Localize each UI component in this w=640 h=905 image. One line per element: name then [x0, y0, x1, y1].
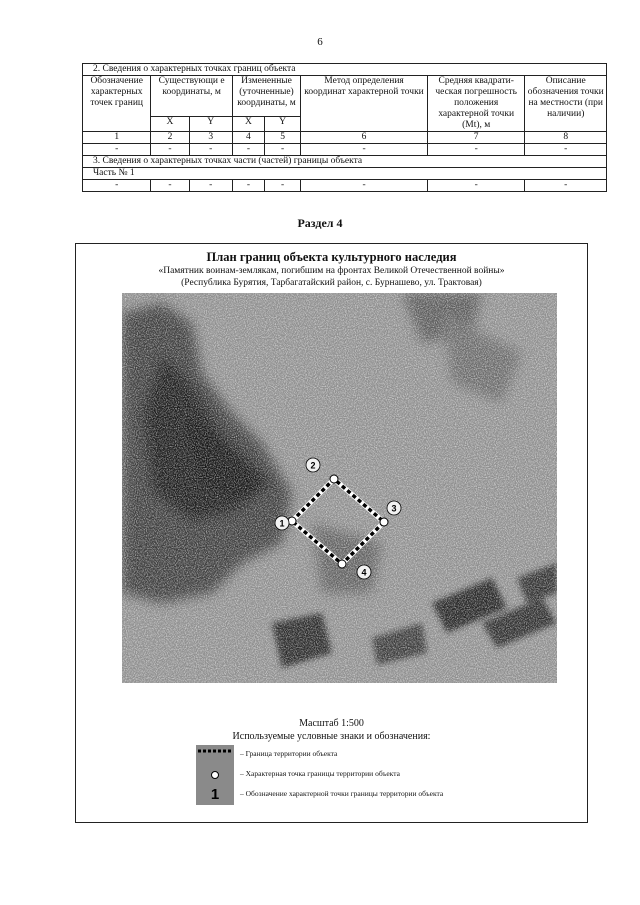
- table-cell: -: [189, 144, 232, 156]
- header-y: Y: [264, 117, 300, 132]
- legend-text: – Обозначение характерной точки границы территории объекта: [240, 789, 444, 798]
- plan-frame: [75, 243, 588, 823]
- points-table: [82, 63, 607, 192]
- table-cell: 4: [232, 132, 264, 144]
- table-cell: -: [264, 144, 300, 156]
- table-cell: -: [525, 144, 607, 156]
- table-cell: -: [151, 180, 189, 192]
- table-section-row: [83, 156, 607, 168]
- table-cell: 7: [427, 132, 525, 144]
- table-cell: -: [232, 180, 264, 192]
- table-cell: -: [525, 180, 607, 192]
- header-error: Средняя квадрати-ческая погрешность положения характерной точки (Mt), м: [427, 76, 525, 132]
- table-cell: -: [427, 144, 525, 156]
- table-cell: -: [189, 180, 232, 192]
- map-scale: Масштаб 1:500: [299, 718, 364, 729]
- header-y: Y: [189, 117, 232, 132]
- table-cell: -: [301, 180, 428, 192]
- table-row: [83, 180, 607, 192]
- table-cell: 2: [151, 132, 189, 144]
- point-number-symbol: 1: [210, 786, 220, 803]
- table-cell: -: [301, 144, 428, 156]
- legend-title: Используемые условные знаки и обозначения:: [232, 731, 431, 742]
- header-method: Метод определения координат характерной точки: [301, 76, 428, 132]
- legend-text: – Граница территории объекта: [240, 749, 338, 758]
- header-changed-coords: Измененные (уточненные) координаты, м: [232, 76, 300, 117]
- table-cell: -: [264, 180, 300, 192]
- point-label-1: 1: [279, 518, 285, 529]
- table-row: [83, 144, 607, 156]
- header-existing-coords: Существующи е координаты, м: [151, 76, 232, 117]
- point-label-2: 2: [310, 460, 316, 471]
- plan-location: (Республика Бурятия, Тарбагатайский район, с. Бурнашево, ул. Трактовая): [181, 278, 482, 288]
- point-number-icon: [196, 785, 234, 805]
- table-cell: -: [427, 180, 525, 192]
- legend-item-boundary: [196, 745, 576, 765]
- table-header-row: [83, 76, 607, 117]
- table-cell: -: [83, 180, 151, 192]
- table-cell: 5: [264, 132, 300, 144]
- table-cell: -: [151, 144, 189, 156]
- dotted-boundary-icon: [196, 745, 234, 765]
- point-label-4: 4: [361, 567, 367, 578]
- legend-item-point-number: [196, 785, 576, 805]
- plan-subtitle: «Памятник воинам-землякам, погибшим на фронтах Великой Отечественной войны»: [158, 266, 505, 276]
- aerial-map: [122, 293, 557, 683]
- header-description: Описание обозначения точки на местности (при наличии): [525, 76, 607, 132]
- part-label: Часть № 1: [83, 168, 607, 180]
- page-number: 6: [317, 36, 323, 48]
- table-cell: 1: [83, 132, 151, 144]
- table-number-row: [83, 132, 607, 144]
- table-cell: -: [83, 144, 151, 156]
- table-cell: 8: [525, 132, 607, 144]
- plan-title: План границ объекта культурного наследия: [206, 250, 457, 264]
- table-cell: 3: [189, 132, 232, 144]
- section2-title: 2. Сведения о характерных точках границ объекта: [83, 64, 607, 76]
- header-x: X: [151, 117, 189, 132]
- header-designation: Обозначение характерных точек границ: [83, 76, 151, 132]
- header-x: X: [232, 117, 264, 132]
- point-marker-icon: [196, 765, 234, 785]
- section3-title: 3. Сведения о характерных точках части (частей) границы объекта: [83, 156, 607, 168]
- legend-text: – Характерная точка границы территории объекта: [240, 769, 400, 778]
- point-label-3: 3: [391, 503, 397, 514]
- legend-item-point: [196, 765, 576, 785]
- table-cell: -: [232, 144, 264, 156]
- table-cell: 6: [301, 132, 428, 144]
- section-title: Раздел 4: [297, 216, 343, 230]
- table-part-row: [83, 168, 607, 180]
- map-grain: [122, 293, 557, 683]
- table-section-row: [83, 64, 607, 76]
